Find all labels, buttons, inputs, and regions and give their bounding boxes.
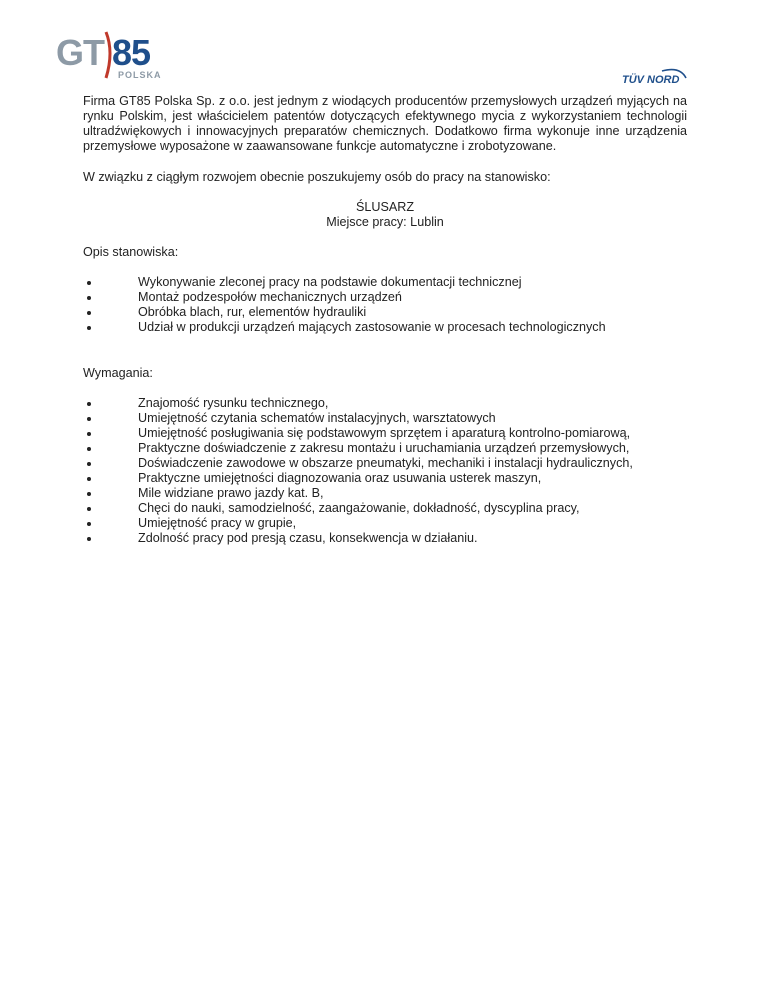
list-item: Praktyczne doświadczenie z zakresu montażu i uruchamiania urządzeń przemysłowych,	[83, 441, 687, 456]
list-item: Praktyczne umiejętności diagnozowania oraz usuwania usterek maszyn,	[83, 471, 687, 486]
description-label: Opis stanowiska:	[83, 245, 179, 259]
bullet-icon	[87, 447, 91, 451]
bullet-icon	[87, 281, 91, 285]
intro-paragraph: Firma GT85 Polska Sp. z o.o. jest jednym z wiodących producentów przemysłowych urządzeń myjących na rynku Polskim, jest właścicielem patentów dotyczących efektywnego mycia z wykorzystaniem technologii ultradźwiękowych i innowacyjnych preparatów chemicznych. Dodatkowo firma wykonuje inne urządzenia przemysłowe wyposażone w zaawansowane funkcje automatyczne i zrobotyzowane.	[83, 94, 687, 153]
list-item: Umiejętność pracy w grupie,	[83, 516, 687, 531]
list-item: Umiejętność czytania schematów instalacyjnych, warsztatowych	[83, 411, 687, 426]
bullet-icon	[87, 417, 91, 421]
bullet-icon	[87, 537, 91, 541]
bullet-icon	[87, 432, 91, 436]
svg-text:85: 85	[112, 32, 151, 73]
job-location: Miejsce pracy: Lublin	[326, 215, 444, 229]
list-item: Umiejętność posługiwania się podstawowym sprzętem i aparaturą kontrolno-pomiarową,	[83, 426, 687, 441]
list-item: Mile widziane prawo jazdy kat. B,	[83, 486, 687, 501]
svg-text:TÜV NORD: TÜV NORD	[622, 74, 680, 86]
list-item: Montaż podzespołów mechanicznych urządzeń	[83, 290, 687, 305]
bullet-icon	[87, 492, 91, 496]
list-item: Doświadczenie zawodowe w obszarze pneumatyki, mechaniki i instalacji hydraulicznych,	[83, 456, 687, 471]
list-item: Chęci do nauki, samodzielność, zaangażowanie, dokładność, dyscyplina pracy,	[83, 501, 687, 516]
requirements-label: Wymagania:	[83, 366, 153, 380]
recruit-line: W związku z ciągłym rozwojem obecnie poszukujemy osób do pracy na stanowisko:	[83, 170, 551, 184]
list-item: Udział w produkcji urządzeń mających zastosowanie w procesach technologicznych	[83, 320, 687, 335]
bullet-icon	[87, 326, 91, 330]
document-body	[83, 94, 687, 546]
svg-text:GT: GT	[56, 32, 104, 73]
list-item: Zdolność pracy pod presją czasu, konsekwencja w działaniu.	[83, 531, 687, 546]
bullet-icon	[87, 507, 91, 511]
svg-text:POLSKA: POLSKA	[118, 70, 162, 80]
description-list	[83, 275, 687, 335]
bullet-icon	[87, 402, 91, 406]
bullet-icon	[87, 462, 91, 466]
job-block	[83, 200, 687, 230]
gt85-logo	[56, 28, 166, 82]
requirements-list	[83, 396, 687, 546]
job-title: ŚLUSARZ	[355, 200, 415, 214]
list-item: Znajomość rysunku technicznego,	[83, 396, 687, 411]
bullet-icon	[87, 296, 91, 300]
list-item: Obróbka blach, rur, elementów hydrauliki	[83, 305, 687, 320]
bullet-icon	[87, 522, 91, 526]
list-item: Wykonywanie zleconej pracy na podstawie dokumentacji technicznej	[83, 275, 687, 290]
bullet-icon	[87, 477, 91, 481]
bullet-icon	[87, 311, 91, 315]
tuv-nord-logo	[622, 68, 688, 86]
